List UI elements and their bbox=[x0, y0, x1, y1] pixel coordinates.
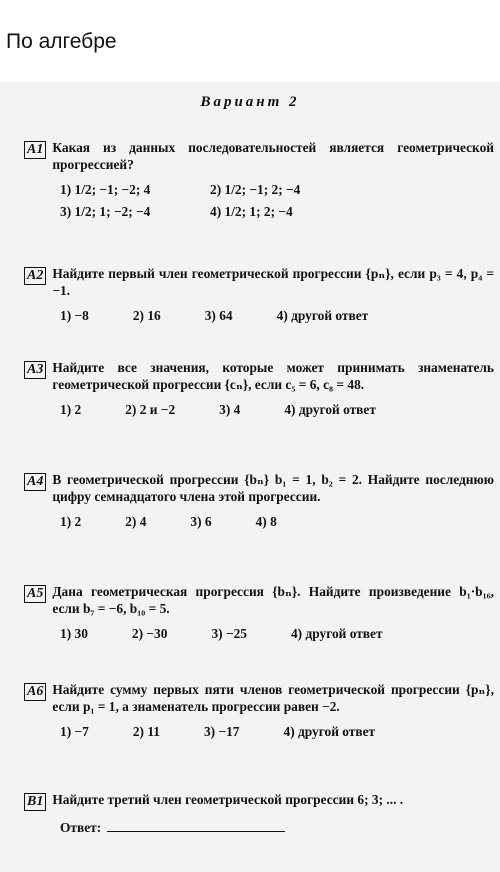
question-text: Найдите все значения, которые может принимать знаменатель геометрической прогрессии {cₙ}, если c₅ = 6, c₈ = 48. bbox=[52, 360, 494, 392]
answer-options bbox=[60, 626, 494, 642]
question-text: Какая из данных последовательностей является геометрической прогрессией? bbox=[52, 140, 494, 172]
answer-option[interactable]: 2) 4 bbox=[125, 514, 147, 529]
question-number: A1 bbox=[24, 141, 46, 159]
variant-title: Вариант 2 bbox=[200, 94, 300, 110]
question-a4 bbox=[24, 472, 494, 536]
answer-option[interactable]: 2) 1/2; −1; 2; −4 bbox=[210, 182, 301, 197]
question-b1 bbox=[24, 792, 494, 836]
answer-option[interactable]: 2) −30 bbox=[131, 626, 168, 641]
question-text: В геометрической прогрессии {bₙ} b₁ = 1, b₂ = 2. Найдите последнюю цифру семнадцатого члена этой прогрессии. bbox=[52, 472, 494, 504]
question-number: A5 bbox=[24, 585, 46, 603]
question-number: B1 bbox=[24, 793, 46, 811]
answer-option[interactable]: 2) 2 и −2 bbox=[125, 402, 176, 417]
answer-option[interactable]: 3) 6 bbox=[190, 514, 212, 529]
answer-option[interactable]: 3) −17 bbox=[203, 724, 240, 739]
page-caption: По алгебре bbox=[6, 30, 117, 53]
answer-option[interactable]: 3) 1/2; 1; −2; −4 bbox=[60, 204, 151, 219]
answer-option[interactable]: 1) 2 bbox=[60, 514, 82, 529]
question-number: A3 bbox=[24, 361, 46, 379]
answer-option[interactable]: 2) 16 bbox=[132, 308, 161, 323]
answer-option[interactable]: 4) 1/2; 1; 2; −4 bbox=[210, 204, 293, 219]
question-a5 bbox=[24, 584, 494, 648]
answer-options bbox=[60, 724, 494, 740]
answer-option[interactable]: 2) 11 bbox=[132, 724, 160, 739]
answer-option[interactable]: 3) −25 bbox=[211, 626, 247, 641]
question-a2 bbox=[24, 266, 494, 330]
question-number: A4 bbox=[24, 473, 46, 491]
answer-input-line[interactable] bbox=[107, 819, 285, 832]
answer-option[interactable]: 4) другой ответ bbox=[290, 626, 383, 641]
answer-option[interactable]: 1) 1/2; −1; −2; 4 bbox=[60, 182, 151, 197]
answer-option[interactable]: 4) 8 bbox=[255, 514, 277, 529]
question-number: A2 bbox=[24, 267, 46, 285]
answer-option[interactable]: 4) другой ответ bbox=[283, 724, 376, 739]
question-text: Дана геометрическая прогрессия {bₙ}. Найдите произведение b₁·b₁₆, если b₇ = −6, b₁₀ = 5. bbox=[52, 584, 494, 616]
answer-option[interactable]: 4) другой ответ bbox=[284, 402, 376, 417]
answer-label: Ответ: bbox=[60, 820, 102, 835]
answer-options bbox=[60, 182, 494, 220]
answer-option[interactable]: 1) 2 bbox=[60, 402, 82, 417]
question-a1 bbox=[24, 140, 494, 226]
question-text: Найдите третий член геометрической прогрессии 6; 3; ... . bbox=[52, 792, 404, 807]
answer-options bbox=[60, 308, 494, 324]
answer-option[interactable]: 4) другой ответ bbox=[276, 308, 369, 323]
question-text: Найдите первый член геометрической прогрессии {pₙ}, если p₃ = 4, p₄ = −1. bbox=[52, 266, 494, 298]
answer-field bbox=[60, 819, 494, 836]
answer-option[interactable]: 1) −8 bbox=[60, 308, 89, 323]
question-a3 bbox=[24, 360, 494, 424]
question-text: Найдите сумму первых пяти членов геометрической прогрессии {pₙ}, если p₁ = 1, а знаменатель прогрессии равен −2. bbox=[52, 682, 494, 714]
answer-option[interactable]: 1) −7 bbox=[60, 724, 89, 739]
answer-option[interactable]: 3) 64 bbox=[204, 308, 233, 323]
answer-option[interactable]: 3) 4 bbox=[219, 402, 241, 417]
answer-options bbox=[60, 402, 494, 418]
question-a6 bbox=[24, 682, 494, 746]
answer-options bbox=[60, 514, 494, 530]
answer-option[interactable]: 1) 30 bbox=[60, 626, 88, 641]
question-number: A6 bbox=[24, 683, 46, 701]
